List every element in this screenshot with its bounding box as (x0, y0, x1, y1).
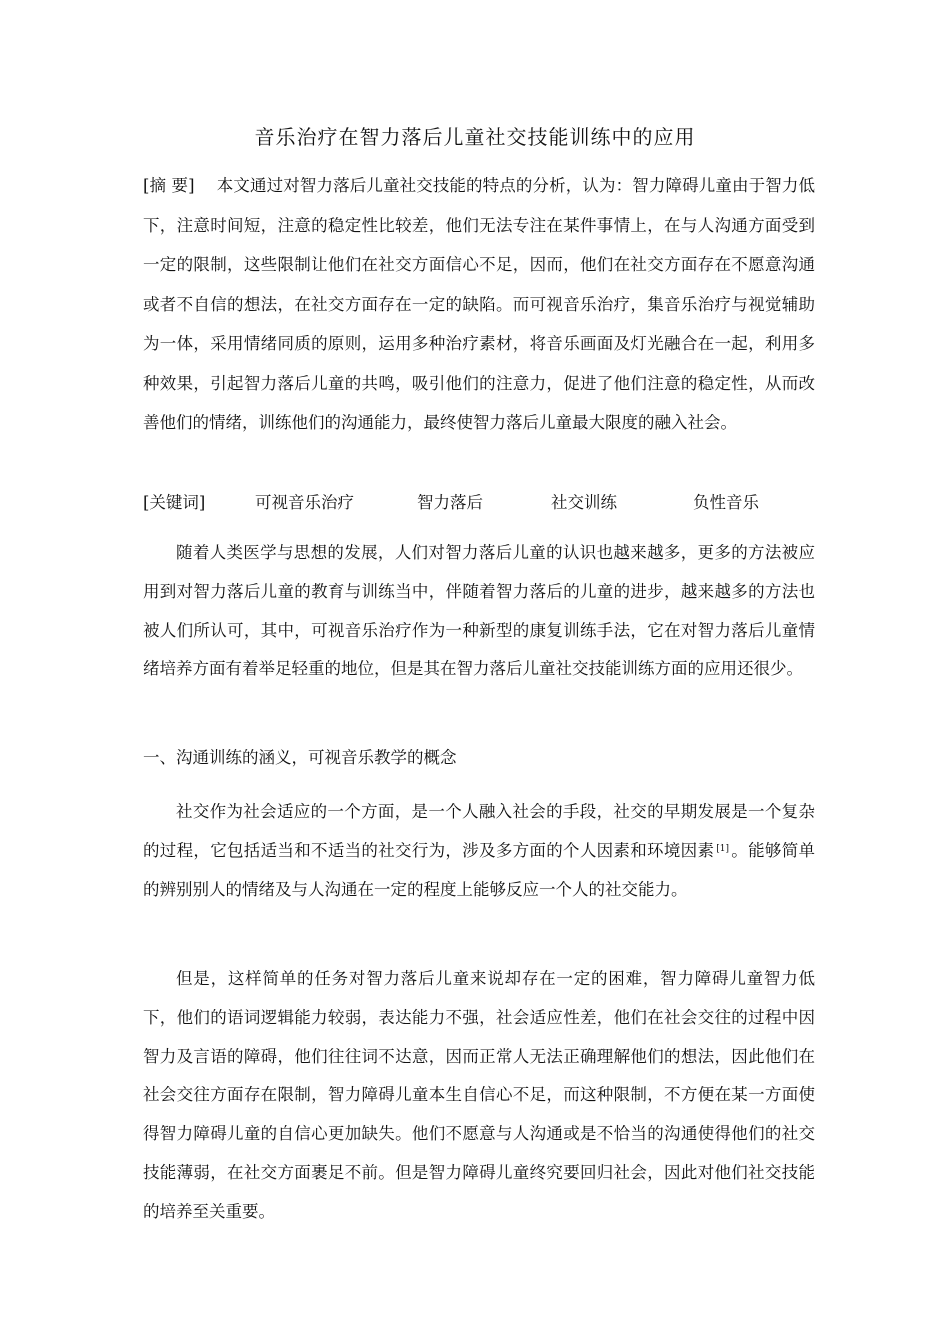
body-paragraph-1: 随着人类医学与思想的发展，人们对智力落后儿童的认识也越来越多，更多的方法被应用到对智力落后儿童的教育与训练当中，伴随着智力落后的儿童的进步，越来越多的方法也被人们所认可，其中，可视音乐治疗作为一种新型的康复训练手法，它在对智力落后儿童情绪培养方面有着举足轻重的地位，但是其在智力落后儿童社交技能训练方面的应用还很少。 (143, 543, 815, 679)
keywords-section (143, 483, 815, 522)
section-heading-1: 一、沟通训练的涵义，可视音乐教学的概念 (143, 748, 457, 767)
document-title: 音乐治疗在智力落后儿童社交技能训练中的应用 (254, 125, 696, 149)
body-paragraph-3: 但是，这样简单的任务对智力落后儿童来说却存在一定的困难，智力障碍儿童智力低下，他们的语词逻辑能力较弱，表达能力不强，社会适应性差，他们在社会交往的过程中因智力及言语的障碍，他们往往词不达意，因而正常人无法正确理解他们的想法，因此他们在社会交往方面存在限制，智力障碍儿童本生自信心不足，而这种限制，不方便在某一方面使得智力障碍儿童的自信心更加缺失。他们不愿意与人沟通或是不恰当的沟通使得他们的社交技能薄弱，在社交方面裹足不前。但是智力障碍儿童终究要回归社会，因此对他们社交技能的培养至关重要。 (143, 969, 815, 1221)
keyword-item: 社交训练 (551, 493, 617, 512)
paragraph-2-text-b: 。能够简单的辨别别人的情绪及与人沟通在一定的程度上能够反应一个人的社交能力。 (143, 840, 816, 899)
abstract-label: [摘 要] (143, 176, 195, 195)
keywords-label: [关键词] (143, 493, 206, 512)
abstract-section (143, 166, 815, 443)
body-paragraph-2 (143, 793, 815, 909)
keyword-item: 可视音乐治疗 (255, 493, 354, 512)
paragraph-2-text-a: 社交作为社会适应的一个方面，是一个人融入社会的手段，社交的早期发展是一个复杂的过程，它包括适当和不适当的社交行为，涉及多方面的个人因素和环境因素 (143, 802, 815, 860)
keyword-item: 负性音乐 (693, 493, 759, 512)
abstract-text: 本文通过对智力落后儿童社交技能的特点的分析，认为：智力障碍儿童由于智力低下，注意时间短，注意的稳定性比较差，他们无法专注在某件事情上，在与人沟通方面受到一定的限制，这些限制让他们在社交方面信心不足，因而，他们在社交方面存在不愿意沟通或者不自信的想法，在社交方面存在一定的缺陷。而可视音乐治疗，集音乐治疗与视觉辅助为一体，采用情绪同质的原则，运用多种治疗素材，将音乐画面及灯光融合在一起，利用多种效果，引起智力落后儿童的共鸣，吸引他们的注意力，促进了他们注意的稳定性，从而改善他们的情绪，训练他们的沟通能力，最终使智力落后儿童最大限度的融入社会。 (143, 176, 815, 432)
citation-ref: [1] (716, 843, 729, 854)
keyword-item: 智力落后 (417, 493, 483, 512)
